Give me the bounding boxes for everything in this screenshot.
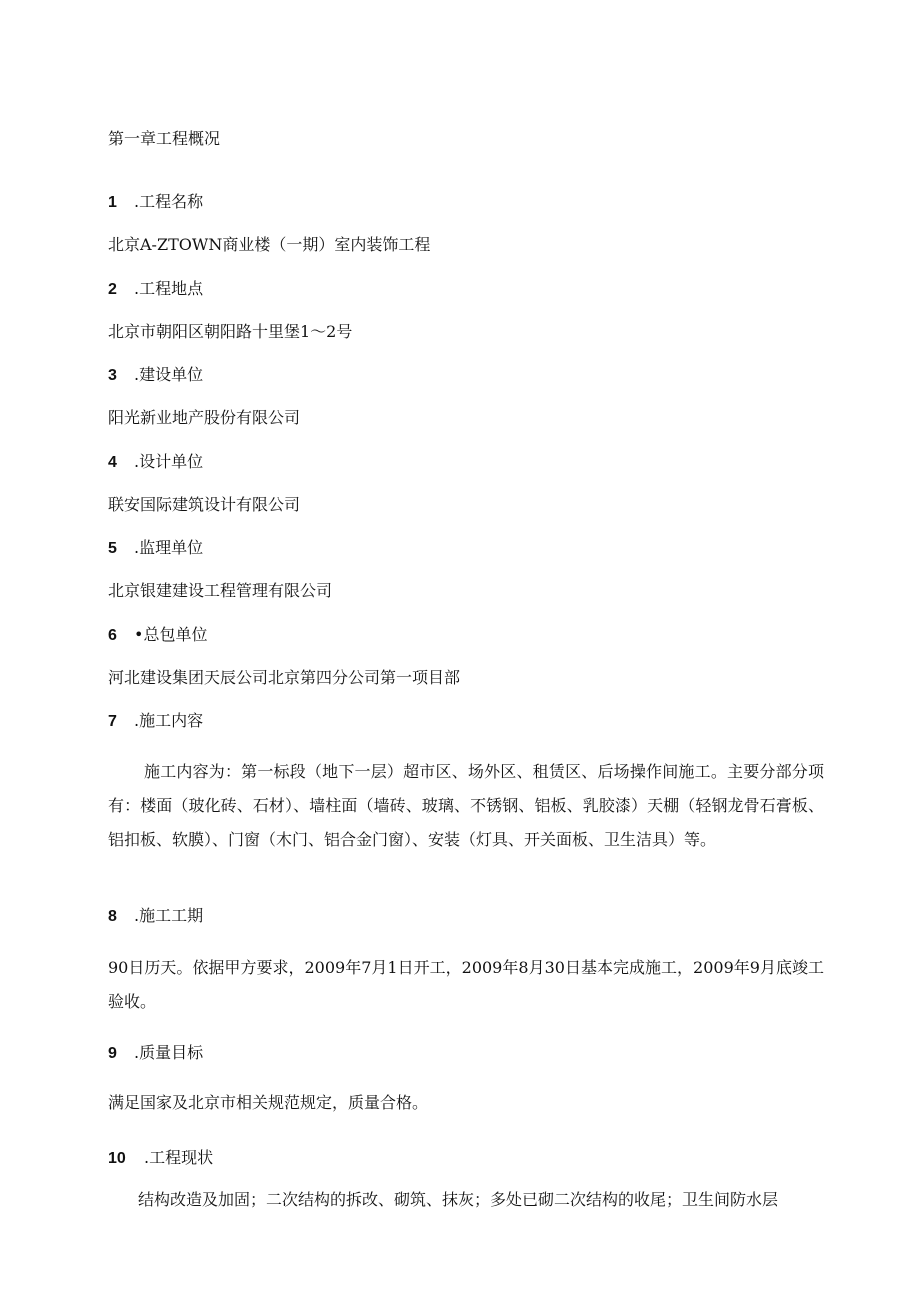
section-heading: [108, 279, 203, 300]
section-content: 阳光新业地产股份有限公司: [108, 408, 301, 427]
section-title: .设计单位: [134, 452, 204, 471]
section-number: 5: [108, 540, 117, 557]
section-content: 满足国家及北京市相关规范规定，质量合格。: [108, 1093, 429, 1112]
chapter-title: 第一章工程概况: [108, 129, 221, 148]
section-content: 河北建设集团天辰公司北京第四分公司第一项目部: [108, 668, 461, 687]
section-heading: [108, 452, 203, 473]
section-title: .工程名称: [134, 192, 204, 211]
section-title: .监理单位: [134, 538, 204, 557]
section-number: 3: [108, 367, 117, 384]
section-number: 7: [108, 713, 117, 730]
section-number: 10: [108, 1150, 126, 1167]
section-title: .建设单位: [134, 365, 204, 384]
section-title: .施工工期: [134, 906, 204, 925]
section-number: 9: [108, 1045, 117, 1062]
section-heading: [108, 1148, 213, 1169]
section-title: .工程地点: [134, 279, 204, 298]
section-heading: [108, 538, 203, 559]
section-content: 北京A-ZTOWN商业楼（一期）室内装饰工程: [108, 235, 431, 254]
section-content: 北京银建建设工程管理有限公司: [108, 581, 333, 600]
section-title: •总包单位: [134, 625, 208, 644]
section-title: .工程现状: [144, 1148, 214, 1167]
section-title: .质量目标: [134, 1043, 204, 1062]
section-number: 4: [108, 454, 117, 471]
section-heading: [108, 365, 203, 386]
section-content: 联安国际建筑设计有限公司: [108, 495, 301, 514]
section-number: 2: [108, 281, 117, 298]
section-content-paragraph: 施工内容为：第一标段（地下一层）超市区、场外区、租赁区、后场操作间施工。主要分部分项有：楼面（玻化砖、石材）、墙柱面（墙砖、玻璃、不锈钢、铝板、乳胶漆）天棚（轻钢龙骨石膏板、铝扣板、软膜）、门窗（木门、铝合金门窗）、安装（灯具、开关面板、卫生洁具）等。: [108, 762, 824, 849]
section-heading: [108, 711, 203, 732]
section-number: 1: [108, 194, 117, 211]
section-heading: [108, 625, 207, 646]
section-heading: [108, 192, 203, 213]
section-heading: [108, 906, 203, 927]
section-content-paragraph: 90日历天。依据甲方要求，2009年7月1日开工，2009年8月30日基本完成施工，2009年9月底竣工验收。: [108, 958, 824, 1011]
section-heading: [108, 1043, 203, 1064]
section-number: 6: [108, 627, 117, 644]
section-content: 结构改造及加固；二次结构的拆改、砌筑、抹灰；多处已砌二次结构的收尾；卫生间防水层: [138, 1190, 779, 1209]
section-title: .施工内容: [134, 711, 204, 730]
section-content: 北京市朝阳区朝阳路十里堡1～2号: [108, 322, 353, 341]
section-number: 8: [108, 908, 117, 925]
